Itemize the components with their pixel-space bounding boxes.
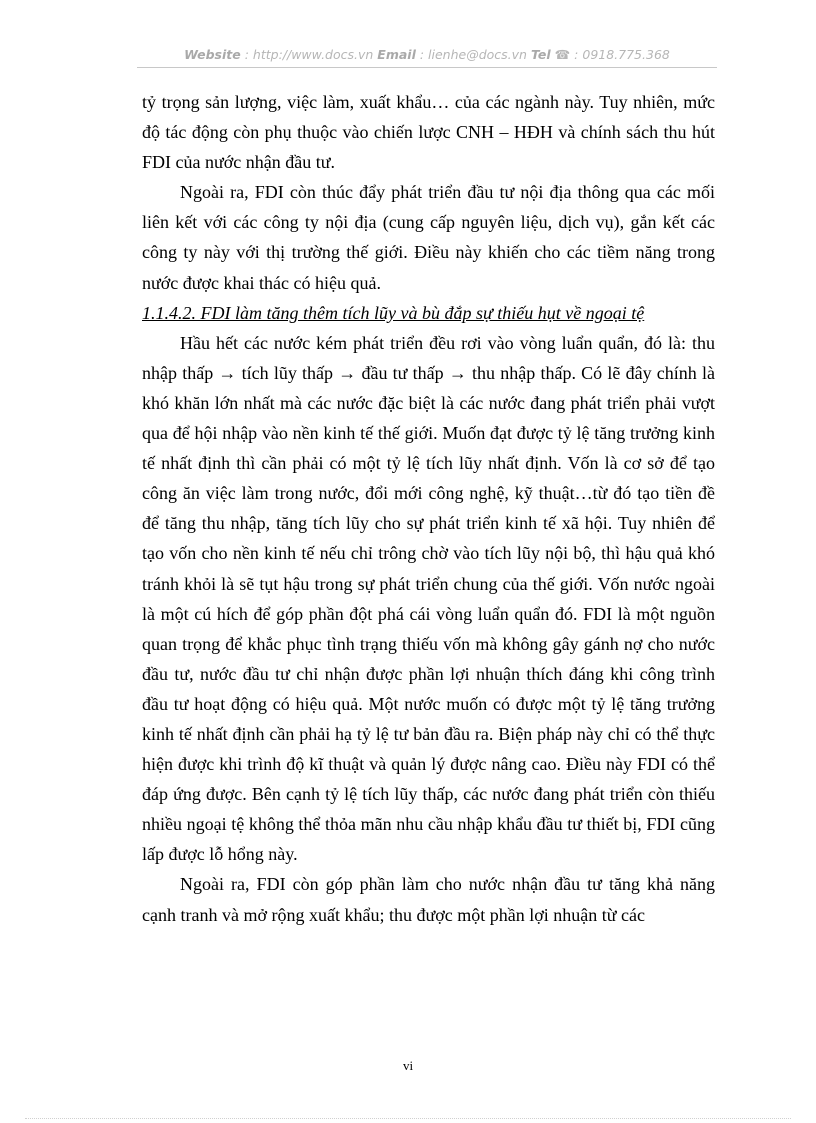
website-value: : http://www.docs.vn — [244, 47, 374, 62]
tel-value: ☎ : 0918.775.368 — [554, 47, 670, 62]
email-value: : lienhe@docs.vn — [419, 47, 527, 62]
email-label: Email — [377, 47, 416, 62]
paragraph-2: Ngoài ra, FDI còn thúc đẩy phát triển đầu tư nội địa thông qua các mối liên kết với các công ty nội địa (cung cấp nguyên liệu, dịch vụ), gắn kết các công ty này với thị trường thế giới. Điều này khiến cho các tiềm năng trong nước được khai thác có hiệu quả. — [142, 182, 715, 293]
document-body — [142, 87, 715, 930]
section-subheading: 1.1.4.2. FDI làm tăng thêm tích lũy và bù đắp sự thiếu hụt về ngoại tệ — [142, 302, 645, 323]
paragraph-4: Ngoài ra, FDI còn góp phần làm cho nước nhận đầu tư tăng khả năng cạnh tranh và mở rộng xuất khẩu; thu được một phần lợi nhuận từ các — [142, 874, 715, 925]
paragraph-1: tỷ trọng sản lượng, việc làm, xuất khẩu… của các ngành này. Tuy nhiên, mức độ tác động còn phụ thuộc vào chiến lược CNH – HĐH và chính sách thu hút FDI của nước nhận đầu tư. — [142, 92, 715, 173]
page-number: vi — [402, 1058, 414, 1073]
paragraph-3: Hầu hết các nước kém phát triển đều rơi vào vòng luẩn quẩn, đó là: thu nhập thấp → tích lũy thấp → đầu tư thấp → thu nhập thấp. Có lẽ đây chính là khó khăn lớn nhất mà các nước đặc biệt là các nước đang phát triển phải vượt qua để hội nhập vào nền kinh tế thế giới. Muốn đạt được tỷ lệ tăng trưởng kinh tế nhất định thì cần phải có một tỷ lệ tích lũy nhất định. Vốn là cơ sở để tạo công ăn việc làm trong nước, đổi mới công nghệ, kỹ thuật…từ đó tạo tiền đề để tăng thu nhập, tăng tích lũy cho sự phát triển kinh tế xã hội. Tuy nhiên để tạo vốn cho nền kinh tế nếu chỉ trông chờ vào tích lũy nội bộ, thì hậu quả khó tránh khỏi là sẽ tụt hậu trong sự phát triển chung của thế giới. Vốn nước ngoài là một cú hích để góp phần đột phá cái vòng luẩn quẩn đó. FDI là một nguồn quan trọng để khắc phục tình trạng thiếu vốn mà không gây gánh nợ cho nước đầu tư, nước đầu tư chỉ nhận được phần lợi nhuận thích đáng khi công trình đầu tư hoạt động có hiệu quả. Một nước muốn có được một tỷ lệ tăng trưởng kinh tế nhất định cần phải hạ tỷ lệ tư bản đầu ra. Biện pháp này chỉ có thể thực hiện được khi trình độ kĩ thuật và quản lý được nâng cao. Điều này FDI có thể đáp ứng được. Bên cạnh tỷ lệ tích lũy thấp, các nước đang phát triển còn thiếu nhiều ngoại tệ không thể thỏa mãn nhu cầu nhập khẩu đầu tư thiết bị, FDI cũng lấp được lỗ hổng này. — [142, 332, 715, 865]
page-bottom-border — [25, 1118, 791, 1119]
tel-label: Tel — [530, 47, 551, 62]
page-header — [137, 47, 717, 62]
header-divider — [137, 67, 717, 68]
website-label: Website — [184, 47, 241, 62]
